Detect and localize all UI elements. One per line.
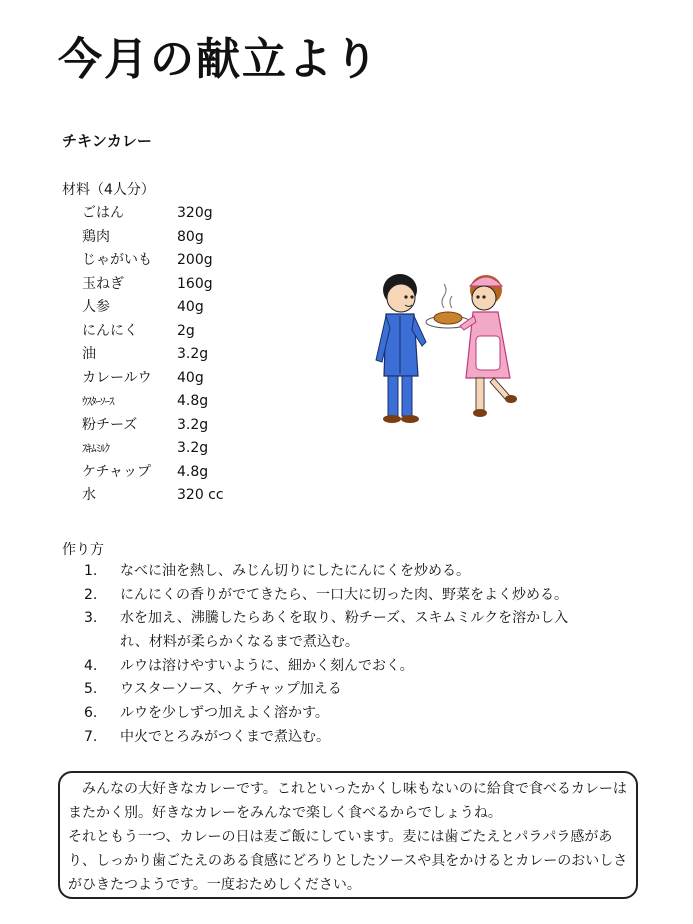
step-list <box>84 560 644 750</box>
step-text: なべに油を熱し、みじん切りにしたにんにくを炒める。 <box>120 563 470 579</box>
step-item <box>84 607 644 654</box>
ingredient-name: 玉ねぎ <box>82 275 124 292</box>
step-text: 中火でとろみがつくまで煮込む。 <box>120 728 330 745</box>
step-number: 6. <box>84 705 98 722</box>
ingredient-name: ケチャップ <box>82 463 152 480</box>
ingredient-amount: 3.2g <box>177 440 209 456</box>
step-item <box>84 584 644 608</box>
note-text: みんなの大好きなカレーです。これといったかくし味もないのに給食で食べるカレーはまたかく別。好きなカレーをみんなで楽しく食べるからでしょうね。 それともう一つ、カレーの日は麦ご飯にしています。麦には歯ごたえとパラパラ感があり、しっかり歯ごたえのある食感にどろりとしたソースや具をかけるとカレーのおいしさがひきたつようです。一度おためしください。 <box>68 781 628 893</box>
ingredient-amount: 320 cc <box>177 487 224 503</box>
method-heading: 作り方 <box>62 542 104 558</box>
ingredient-amount: 80g <box>177 228 204 245</box>
step-number: 7. <box>84 728 98 745</box>
step-item <box>84 726 644 750</box>
ingredient-name: ｽｷﾑﾐﾙｸ <box>82 442 109 455</box>
dish-name: チキンカレー <box>62 132 152 150</box>
ingredient-amount: 320g <box>177 205 213 221</box>
step-text: にんにくの香りがでてきたら、一口大に切った肉、野菜をよく炒める。 <box>120 586 568 603</box>
step-text: ルウを少しずつ加えよく溶かす。 <box>120 705 329 722</box>
ingredient-name: 油 <box>82 346 96 362</box>
ingredient-amount: 3.2g <box>177 416 209 433</box>
page-title: 今月の献立より <box>58 34 380 85</box>
ingredients-heading: 材料（4人分） <box>62 182 155 198</box>
ingredient-amount: 40g <box>177 299 204 315</box>
ingredient-name: 人参 <box>82 299 110 315</box>
ingredient-name: ｳｽﾀｰｿｰｽ <box>82 395 114 408</box>
step-text: ウスターソース、ケチャップ加える <box>120 681 342 698</box>
step-item <box>84 678 644 702</box>
step-item <box>84 655 644 679</box>
boy-figure <box>376 274 426 423</box>
step-number: 2. <box>84 586 98 603</box>
curry-plate <box>426 284 470 328</box>
note-box <box>58 771 638 899</box>
children-serving-curry-illustration <box>368 268 528 428</box>
step-number: 3. <box>84 610 98 627</box>
step-item <box>84 702 644 726</box>
ingredient-amount: 40g <box>177 369 204 386</box>
ingredient-amount: 4.8g <box>177 463 209 480</box>
ingredient-amount: 2g <box>177 322 195 339</box>
ingredient-amount: 3.2g <box>177 346 209 362</box>
ingredient-name: にんにく <box>82 322 138 339</box>
girl-figure <box>460 275 517 417</box>
step-text-continued: れ、材料が柔らかくなるまで煮込む。 <box>120 634 359 651</box>
ingredient-name: カレールウ <box>82 369 152 386</box>
ingredient-name: ごはん <box>82 205 124 221</box>
ingredient-name: 鶏肉 <box>82 228 110 245</box>
ingredient-amount: 200g <box>177 252 213 268</box>
ingredient-name: じゃがいも <box>82 252 152 268</box>
ingredient-amount: 4.8g <box>177 393 209 409</box>
step-text: ルウは溶けやすいように、細かく刻んでおく。 <box>120 657 414 674</box>
ingredient-name: 粉チーズ <box>82 416 138 433</box>
step-number: 1. <box>84 563 98 579</box>
step-text: 水を加え、沸騰したらあくを取り、粉チーズ、スキムミルクを溶かし入 <box>120 610 569 627</box>
ingredient-name: 水 <box>82 487 96 503</box>
step-number: 4. <box>84 657 98 674</box>
step-item <box>84 560 644 584</box>
ingredient-amount: 160g <box>177 275 213 292</box>
step-number: 5. <box>84 681 98 698</box>
